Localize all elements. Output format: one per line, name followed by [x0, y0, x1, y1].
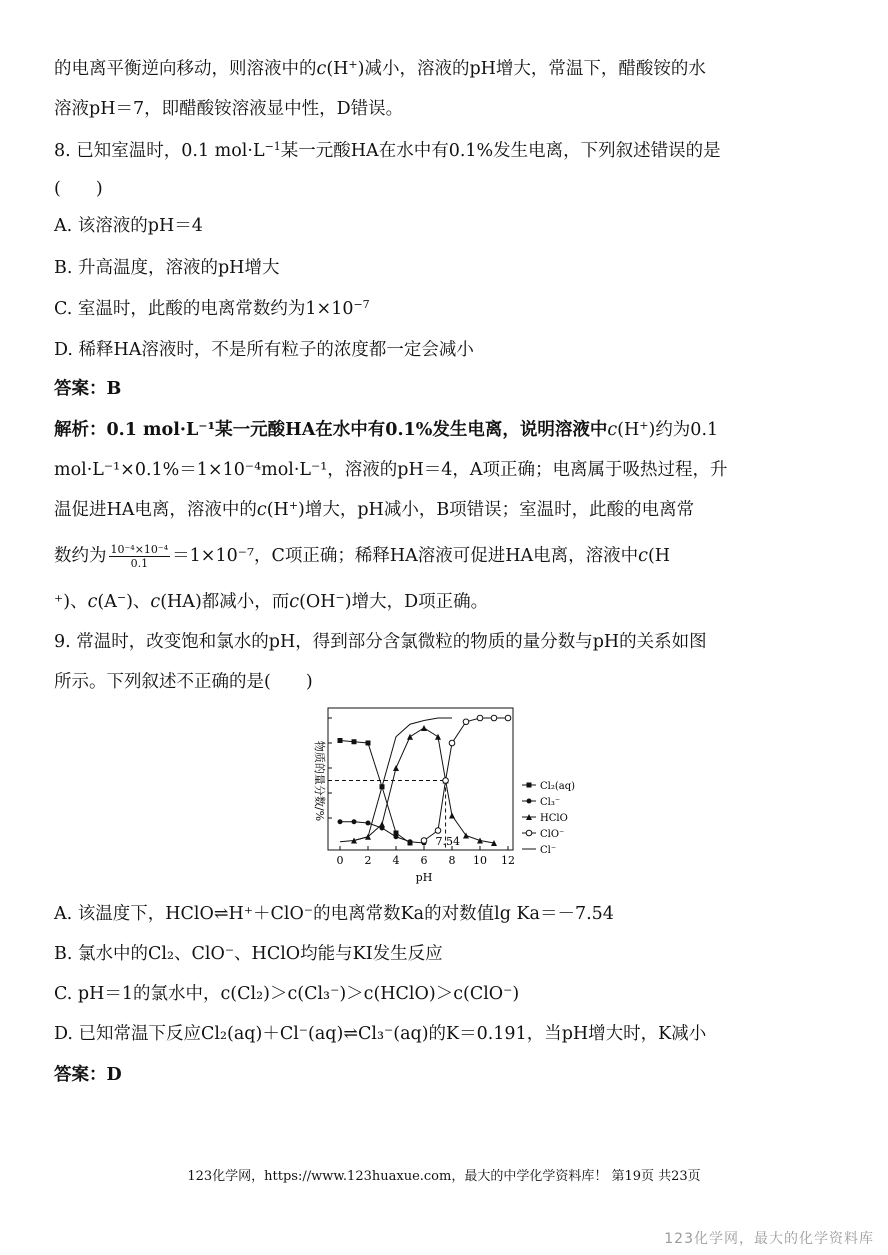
data-point	[352, 819, 357, 824]
data-point	[491, 715, 497, 721]
data-point	[366, 741, 371, 746]
text-line-2: 溶液pH＝7，即醋酸铵溶液显中性，D错误。	[54, 99, 404, 119]
q8-analysis-5: ⁺)、c(A−)、c(HA)都减小，而c(OH−)增大，D项正确。	[54, 591, 489, 612]
data-point	[338, 738, 343, 743]
legend-label: HClO	[540, 813, 568, 824]
q8-stem: 8. 已知室温时，0.1 $mol\cdot L^{-1}$某一元酸HA在水中有0.1%发生电离，下列叙述错误的是	[54, 140, 721, 161]
data-point	[338, 819, 343, 824]
x-tick-label: 8	[448, 854, 456, 867]
data-point	[393, 765, 399, 771]
x-tick-label: 10	[473, 854, 487, 867]
data-point	[505, 715, 511, 721]
series-line	[340, 741, 410, 844]
series-line	[340, 718, 452, 842]
species-distribution-chart	[300, 703, 600, 888]
data-point	[408, 839, 413, 844]
x-tick-label: 6	[420, 854, 428, 867]
data-point	[477, 715, 483, 721]
q9-option-d: D. 已知常温下反应Cl₂(aq)＋Cl⁻(aq)⇌Cl₃⁻(aq)的K＝0.191，当pH增大时，K减小	[54, 1024, 707, 1044]
data-point	[394, 834, 399, 839]
data-point	[435, 828, 441, 834]
data-point	[435, 734, 441, 740]
data-point	[407, 734, 413, 740]
legend-label: ClO⁻	[540, 829, 565, 840]
legend-marker	[527, 783, 532, 788]
data-point	[379, 821, 385, 827]
data-point	[421, 838, 427, 844]
x-tick-label: 4	[392, 854, 400, 867]
q8-answer: 答案：B	[54, 379, 122, 399]
q8-analysis-4: 数约为 $\frac{\text{10⁻⁴×10⁻⁴}}{0.1}$ ＝1×10⁻⁷，C项正确；稀释HA溶液可促进HA电离，溶液中c(H	[54, 543, 671, 570]
legend-marker	[527, 799, 532, 804]
x-tick-label: 12	[501, 854, 515, 867]
legend-label: Cl⁻	[540, 845, 557, 856]
fraction: $\frac{\text{10⁻⁴×10⁻⁴}}{0.1}$	[110, 543, 169, 570]
legend-label: Cl₂(aq)	[540, 781, 576, 792]
text-line-1: 的电离平衡逆向移动，则溶液中的c(H+)减小，溶液的pH增大，常温下，醋酸铵的水	[54, 58, 706, 79]
page-footer: 123化学网，https://www.123huaxue.com，最大的中学化学资料库！ 第19页 共23页	[187, 1169, 701, 1184]
data-point	[463, 833, 469, 839]
annotation-7-54: 7.54	[435, 835, 461, 848]
q8-paren: ( )	[54, 179, 103, 199]
legend-marker	[526, 830, 532, 836]
q8-option-d: D. 稀释HA溶液时，不是所有粒子的浓度都一定会减小	[54, 340, 474, 360]
q9-option-a: A. 该温度下，HClO⇌H⁺＋ClO⁻的电离常数Ka的对数值lg Ka＝－7.54	[54, 904, 614, 924]
x-tick-label: 2	[364, 854, 372, 867]
q8-option-c: C. 室温时，此酸的电离常数约为$1\times 10^{-7}$	[54, 298, 370, 319]
y-axis-label: 物质的量分数/%	[313, 740, 326, 822]
q9-answer: 答案：D	[54, 1065, 122, 1085]
data-point	[449, 813, 455, 819]
data-point	[421, 725, 427, 731]
plot-frame	[328, 708, 513, 850]
data-point	[366, 821, 371, 826]
q8-analysis-3: 温促进HA电离，溶液中的c(H+)增大，pH减小，B项错误；室温时，此酸的电离常	[54, 499, 695, 520]
x-tick-label: 0	[336, 854, 344, 867]
data-point	[443, 778, 449, 784]
q8-option-b: B. 升高温度，溶液的pH增大	[54, 258, 280, 278]
q8-option-a: A. 该溶液的pH＝4	[54, 216, 203, 236]
data-point	[449, 740, 455, 746]
watermark: 123化学网，最大的化学资料库	[664, 1231, 874, 1247]
q9-stem-2: 所示。下列叙述不正确的是( )	[54, 672, 313, 692]
x-axis-label: pH	[415, 871, 433, 884]
data-point	[463, 719, 469, 725]
q9-option-c: C. pH＝1的氯水中，c(Cl₂)＞c(Cl₃⁻)＞c(HClO)＞c(ClO⁻)	[54, 984, 520, 1004]
q9-stem-1: 9. 常温时，改变饱和氯水的pH，得到部分含氯微粒的物质的量分数与pH的关系如图	[54, 632, 707, 652]
q9-option-b: B. 氯水中的Cl₂、ClO⁻、HClO均能与KI发生反应	[54, 944, 443, 964]
q8-analysis-1: 解析：0.1 mol·L⁻¹某一元酸HA在水中有0.1%发生电离，说明溶液中c(H+)约为0.1	[54, 419, 719, 440]
q8-analysis-2: mol·L⁻¹×0.1%＝1×10⁻⁴mol·L⁻¹，溶液的pH＝4，A项正确；电离属于吸热过程，升	[54, 460, 728, 480]
data-point	[352, 739, 357, 744]
legend-label: Cl₃⁻	[540, 797, 561, 808]
